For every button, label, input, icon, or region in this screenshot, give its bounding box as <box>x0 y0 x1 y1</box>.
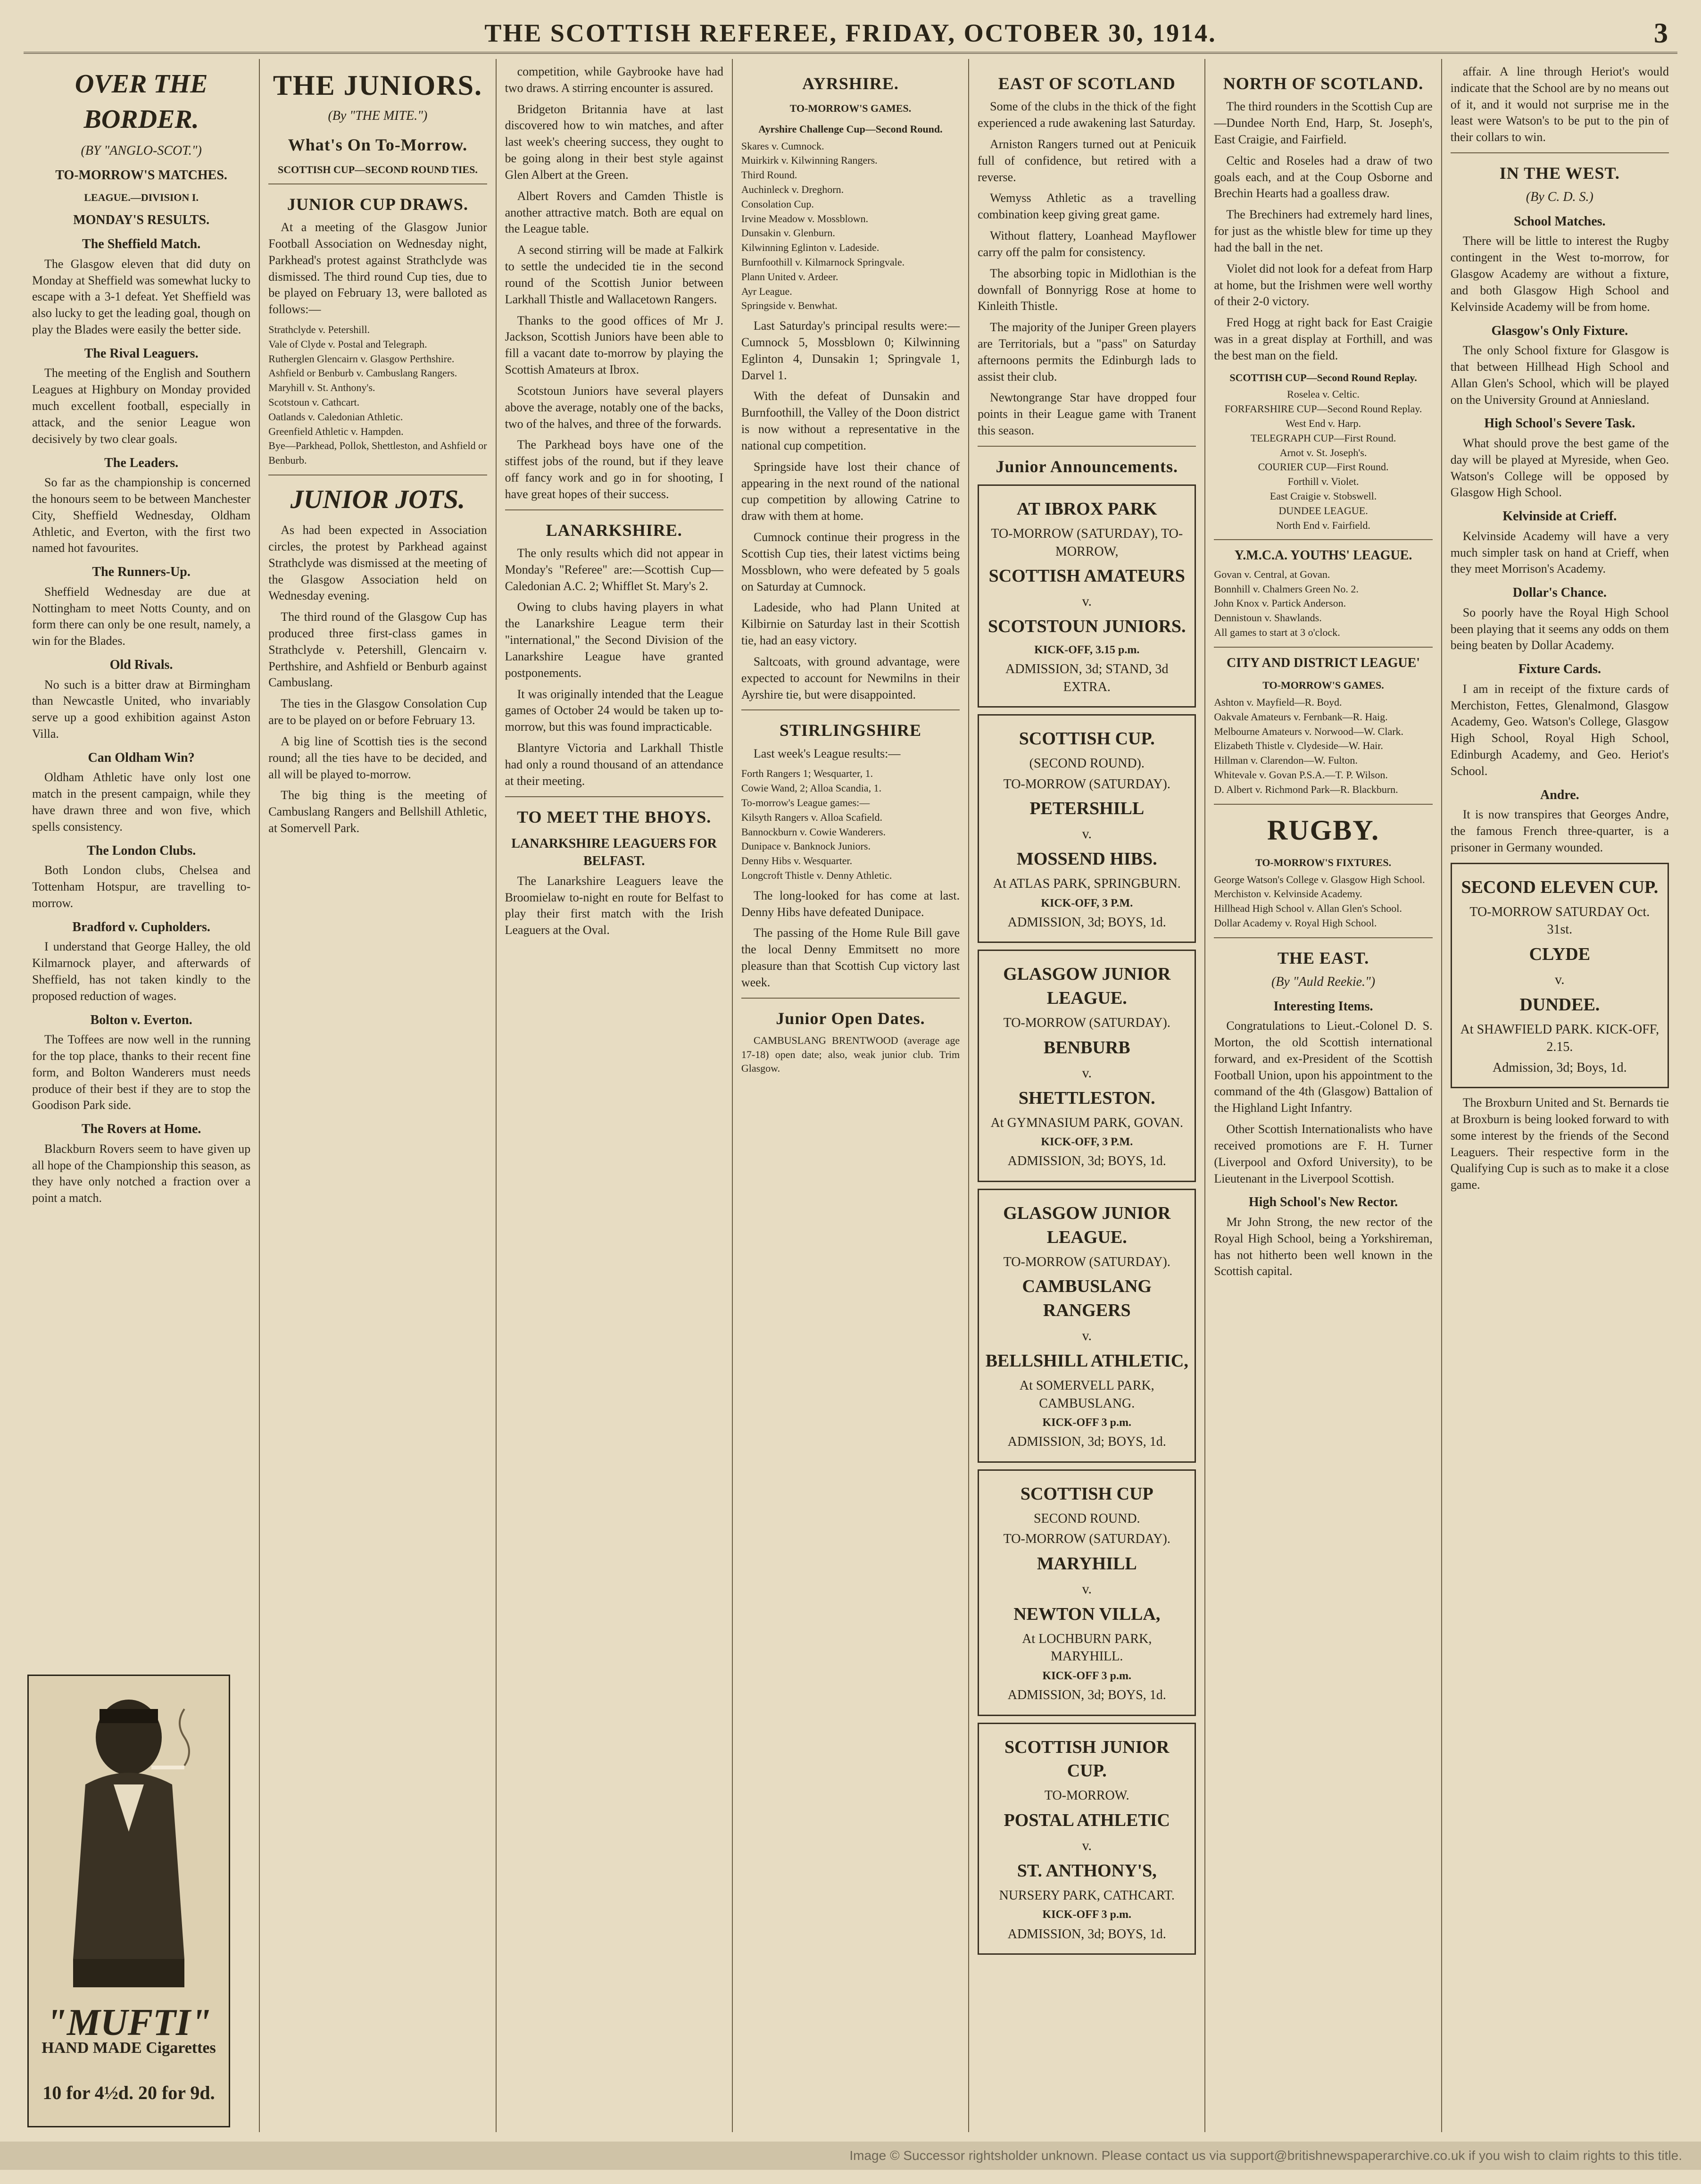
subhead: Old Rivals. <box>109 658 173 673</box>
list-item: To-morrow's League games:— <box>741 797 870 809</box>
heading-junior-announcements: Junior Announcements. <box>996 457 1178 476</box>
team: SCOTTISH AMATEURS <box>988 566 1185 586</box>
paragraph: At a meeting of the Glasgow Junior Football Association on Wednesday night, Parkhead's protest against Strathclyde was dismissed. The third round Cup ties, due to be played on February 13, were balloted as follows:— <box>268 220 487 317</box>
list-item: West End v. Harp. <box>1286 417 1361 429</box>
list-item: Springside v. Benwhat. <box>741 300 838 312</box>
versus: v. <box>1555 971 1565 987</box>
paragraph: The Brechiners had extremely hard lines, for just as the whistle blew for time up they had the ball in the net. <box>1214 208 1433 254</box>
paragraph: competition, while Gaybrooke have had two draws. A stirring encounter is assured. <box>505 65 723 95</box>
subhead: SCOTTISH CUP—Second Round Replay. <box>1229 371 1417 383</box>
versus: v. <box>1082 826 1092 842</box>
date: TO-MORROW (SATURDAY). <box>1003 1532 1170 1547</box>
list-item: Oatlands v. Caledonian Athletic. <box>268 410 403 423</box>
byline: (By "Auld Reekie.") <box>1271 975 1376 990</box>
list-item: Third Round. <box>741 169 797 181</box>
list-item: Ashton v. Mayfield—R. Boyd. <box>1214 696 1342 709</box>
heading-junior-open-dates: Junior Open Dates. <box>776 1009 925 1028</box>
heading-city-district-league: CITY AND DISTRICT LEAGUE' <box>1227 655 1420 670</box>
paragraph: There will be little to interest the Rugby contingent in the West to-morrow, for Glasgow Academy are without a fixture, and both Glasgow High School and Kelvinside Academy will be from home. <box>1450 234 1669 314</box>
venue: AT IBROX PARK <box>1016 499 1157 519</box>
paragraph: Springside have lost their chance of appearing in the next round of the national cup competition by allowing Catrine to draw with them at home. <box>741 459 960 523</box>
smoking-man-illustration-icon <box>29 1676 229 1997</box>
paragraph: Arniston Rangers turned out at Penicuik full of confidence, but retired with a reverse. <box>978 137 1196 184</box>
divider <box>1214 539 1432 540</box>
paragraph: Newtongrange Star have dropped four points in their League game with Tranent this season. <box>978 391 1196 438</box>
list-item: Greenfield Athletic v. Hampden. <box>268 425 404 437</box>
list-item: Elizabeth Thistle v. Clydeside—W. Hair. <box>1214 740 1383 752</box>
divider <box>505 796 723 797</box>
paragraph: The long-looked for has come at last. Denny Hibs have defeated Dunipace. <box>741 888 960 919</box>
list-item: Scotstoun v. Cathcart. <box>268 396 360 408</box>
admission: ADMISSION, 3d; STAND, 3d EXTRA. <box>1005 662 1169 694</box>
admission: Admission, 3d; Boys, 1d. <box>1492 1060 1627 1075</box>
paragraph: Saltcoats, with ground advantage, were expected to account for Newmilns in their Ayrshire tie, but were disappointed. <box>741 654 960 701</box>
divider <box>1214 804 1432 805</box>
list-item: Ashfield or Benburb v. Cambuslang Rangers. <box>268 367 457 379</box>
list-item: Ayr League. <box>741 285 792 297</box>
subhead: Glasgow's Only Fixture. <box>1491 323 1628 338</box>
team: SCOTSTOUN JUNIORS. <box>988 617 1186 637</box>
paragraph: The absorbing topic in Midlothian is the downfall of Bonnyrigg Rose at home to Kinleith Thistle. <box>978 266 1196 313</box>
subhead: Dollar's Chance. <box>1512 585 1607 600</box>
paragraph: Thanks to the good offices of Mr J. Jackson, Scottish Juniors have been able to fill a vacant date to-morrow by playing the Scottish Amateurs at Ibrox. <box>505 313 723 377</box>
fixture-list <box>741 767 960 883</box>
byline: (By "THE MITE.") <box>328 108 428 124</box>
paragraph: Other Scottish Internationalists who have received promotions are F. H. Turner (Liverpool and Oxford University), to be Lieutenant in the Liverpool Scottish. <box>1214 1122 1433 1185</box>
masthead <box>24 14 1677 54</box>
subhead: Kelvinside at Crieff. <box>1502 509 1617 524</box>
kick-off: KICK-OFF 3 p.m. <box>1042 1669 1131 1682</box>
list-item: Bye—Parkhead, Pollok, Shettleston, and Ashfield or Benburb. <box>268 440 487 467</box>
byline: (By C. D. S.) <box>1526 190 1593 205</box>
list-item: Irvine Meadow v. Mossblown. <box>741 212 869 225</box>
subhead: The Rival Leaguers. <box>84 346 199 361</box>
subhead: Ayrshire Challenge Cup—Second Round. <box>758 123 943 135</box>
subhead: Can Oldham Win? <box>88 750 195 765</box>
heading-east-of-scotland: EAST OF SCOTLAND <box>998 74 1176 93</box>
heading-rugby: RUGBY. <box>1267 814 1380 846</box>
list-item: Auchinleck v. Dreghorn. <box>741 183 844 195</box>
subhead: TO-MORROW'S GAMES. <box>789 102 912 115</box>
divider <box>1214 647 1432 648</box>
paragraph: It is now transpires that Georges Andre, the famous French three-quarter, is a prisoner in Germany wounded. <box>1450 808 1669 854</box>
list-item: Bannockburn v. Cowie Wanderers. <box>741 825 886 838</box>
list-item: Skares v. Cumnock. <box>741 140 824 152</box>
versus: v. <box>1082 1328 1092 1344</box>
byline: (BY "ANGLO-SCOT.") <box>81 143 202 158</box>
list-item: Forth Rangers 1; Wesquarter, 1. <box>741 767 873 780</box>
heading-ayrshire: AYRSHIRE. <box>802 74 899 93</box>
team: SHETTLESTON. <box>1018 1088 1155 1108</box>
date: TO-MORROW (SATURDAY). <box>1003 776 1170 792</box>
draws-list <box>268 323 487 468</box>
paragraph: The passing of the Home Rule Bill gave the local Denny Emmitsett no more pleasure than that Scottish Cup victory last week. <box>741 926 960 989</box>
list-item: COURIER CUP—First Round. <box>1258 461 1389 473</box>
subhead: Andre. <box>1540 787 1579 802</box>
heading-stirlingshire: STIRLINGSHIRE <box>779 721 922 740</box>
kick-off: KICK-OFF, 3 P.M. <box>1041 897 1133 909</box>
list-item: Hillman v. Clarendon—W. Fulton. <box>1214 754 1358 767</box>
paragraph: Celtic and Roseles had a draw of two goals each, and at the Coup Osborne and Brechin Hearts had a goalless draw. <box>1214 153 1433 200</box>
list-item: North End v. Fairfield. <box>1276 519 1370 531</box>
announcement-box <box>978 950 1196 1182</box>
advert-price: 10 for 4½d. 20 for 9d. <box>42 2082 215 2103</box>
date: TO-MORROW (SATURDAY). <box>1003 1254 1170 1269</box>
announcement-box <box>1451 863 1669 1088</box>
kick-off: KICK-OFF 3 p.m. <box>1042 1909 1131 1921</box>
date: TO-MORROW (SATURDAY). <box>1003 1016 1170 1031</box>
paragraph: So far as the championship is concerned the honours seem to be between Manchester City, Sheffield Wednesday, Oldham Athletic, and Everton, with the first two named hot favourites. <box>32 475 251 555</box>
admission: ADMISSION, 3d; BOYS, 1d. <box>1007 1154 1166 1169</box>
round: SECOND ROUND. <box>1033 1511 1140 1526</box>
kick-off: KICK-OFF, 3 P.M. <box>1041 1136 1133 1149</box>
subhead: The Runners-Up. <box>92 565 191 580</box>
team: PETERSHILL <box>1029 799 1145 819</box>
subhead: TO-MORROW'S MATCHES. <box>55 167 227 183</box>
announcement-box <box>978 1723 1196 1955</box>
paragraph: What should prove the best game of the day will be played at Myreside, when Geo. Watson's College will be opposed by Glasgow High School. <box>1450 436 1669 500</box>
heading-ymca: Y.M.C.A. YOUTHS' LEAGUE. <box>1234 548 1412 563</box>
paragraph: Cumnock continue their progress in the Scottish Cup ties, their latest victims being Mossblown, who were defeated by 5 goals on Saturday at Cumnock. <box>741 530 960 593</box>
competition: GLASGOW JUNIOR LEAGUE. <box>1003 964 1171 1009</box>
list-item: Oakvale Amateurs v. Fernbank—R. Haig. <box>1214 710 1388 723</box>
heading-in-the-west: IN THE WEST. <box>1499 164 1620 183</box>
kick-off: KICK-OFF 3 p.m. <box>1042 1417 1131 1429</box>
subhead: SCOTTISH CUP—SECOND ROUND TIES. <box>278 164 478 176</box>
team: NEWTON VILLA, <box>1013 1604 1161 1624</box>
venue: At LOCHBURN PARK, MARYHILL. <box>1022 1631 1152 1664</box>
columns <box>24 59 1677 2132</box>
versus: v. <box>1082 1065 1092 1081</box>
advert-brand: "MUFTI" <box>46 2002 212 2043</box>
paragraph: Oldham Athletic have only lost one match in the present campaign, while they have drawn three and won five, which spells consistency. <box>32 770 251 834</box>
fixture-list <box>1214 695 1432 797</box>
heading-the-east: THE EAST. <box>1277 948 1369 967</box>
divider <box>741 998 960 999</box>
paragraph: The third rounders in the Scottish Cup are—Dundee North End, Harp, St. Joseph's, East Craigie, and Fairfield. <box>1214 100 1433 146</box>
list-item: Melbourne Amateurs v. Norwood—W. Clark. <box>1214 725 1404 737</box>
subhead: MONDAY'S RESULTS. <box>73 212 210 227</box>
date: TO-MORROW SATURDAY Oct. 31st. <box>1469 904 1650 937</box>
paragraph: Violet did not look for a defeat from Harp at home, but the Irishmen were well worthy of their 2-0 victory. <box>1214 261 1433 308</box>
subhead: Bolton v. Everton. <box>90 1012 192 1027</box>
column-4 <box>733 59 969 2132</box>
venue: At GYMNASIUM PARK, GOVAN. <box>990 1115 1183 1130</box>
paragraph: Owing to clubs having players in what the Lanarkshire League term their "international," the Second Division of the Lanarkshire League have granted postponements. <box>505 600 723 680</box>
kick-off: KICK-OFF, 3.15 p.m. <box>1034 644 1140 657</box>
list-item: Consolation Cup. <box>741 198 814 210</box>
venue: NURSERY PARK, CATHCART. <box>999 1888 1175 1903</box>
team: MOSSEND HIBS. <box>1016 849 1157 869</box>
subhead: The Leaders. <box>104 455 179 470</box>
versus: v. <box>1082 1837 1092 1853</box>
list-item: George Watson's College v. Glasgow High School. <box>1214 873 1425 885</box>
paragraph: Blantyre Victoria and Larkhall Thistle had only a round thousand of an attendance at their meeting. <box>505 741 723 788</box>
admission: ADMISSION, 3d; BOYS, 1d. <box>1007 915 1166 930</box>
competition: SCOTTISH CUP. <box>1019 729 1155 749</box>
list-item: Muirkirk v. Kilwinning Rangers. <box>741 154 878 167</box>
competition: SCOTTISH CUP <box>1020 1484 1153 1504</box>
list-item: Whitevale v. Govan P.S.A.—T. P. Wilson. <box>1214 769 1388 781</box>
list-item: Dollar Academy v. Royal High School. <box>1214 917 1377 929</box>
team: BELLSHILL ATHLETIC, <box>985 1351 1188 1371</box>
competition: SECOND ELEVEN CUP. <box>1461 877 1659 897</box>
paragraph: Both London clubs, Chelsea and Tottenham Hotspur, are travelling to-morrow. <box>32 863 251 910</box>
paragraph: Last Saturday's principal results were:—Cumnock 5, Mossblown 0; Kilwinning Eglinton 4, Dunsakin 1; Springvale 1, Darvel 1. <box>741 319 960 382</box>
announcement-box <box>978 1469 1196 1716</box>
paragraph: The Parkhead boys have one of the stiffest jobs of the round, but if they leave off fancy work and go in for shooting, I have great hopes of their success. <box>505 438 723 501</box>
team: MARYHILL <box>1037 1553 1137 1574</box>
subhead: What's On To-Morrow. <box>288 135 468 154</box>
venue: At SHAWFIELD PARK. KICK-OFF, 2.15. <box>1460 1022 1660 1055</box>
subhead: Interesting Items. <box>1273 999 1373 1014</box>
subhead: LEAGUE.—DIVISION I. <box>84 192 199 204</box>
paragraph: Blackburn Rovers seem to have given up all hope of the Championship this season, as they have only notched a fraction over a point a match. <box>32 1142 251 1205</box>
subhead: School Matches. <box>1514 214 1606 229</box>
paragraph: The third round of the Glasgow Cup has produced three first-class games in Strathclyde v. Petershill, Glencairn v. Perthshire, and Ashfield or Benburb against Cambuslang. <box>268 610 487 690</box>
heading-over-the-border: OVER THE BORDER. <box>75 69 208 134</box>
list-item: John Knox v. Partick Anderson. <box>1214 597 1346 609</box>
list-item: Merchiston v. Kelvinside Academy. <box>1214 888 1362 900</box>
paragraph: The Broxburn United and St. Bernards tie at Broxburn is being looked forward to with some interest by the friends of the Second Leaguers. Their respective form in the Qualifying Cup is such as to make it a close game. <box>1450 1096 1669 1192</box>
divider <box>1214 937 1432 938</box>
paragraph: A big line of Scottish ties is the second round; all the ties have to be decided, and all will be played to-morrow. <box>268 734 487 781</box>
list-item: Govan v. Central, at Govan. <box>1214 568 1330 580</box>
list-item: All games to start at 3 o'clock. <box>1214 626 1340 639</box>
list-item: Denny Hibs v. Wesquarter. <box>741 855 853 867</box>
fixture-list <box>741 139 960 314</box>
list-item: East Craigie v. Stobswell. <box>1270 490 1377 502</box>
list-item: Burnfoothill v. Kilmarnock Springvale. <box>741 256 905 268</box>
list-item: FORFARSHIRE CUP—Second Round Replay. <box>1224 403 1422 415</box>
paragraph: Mr John Strong, the new rector of the Royal High School, being a Yorkshireman, has not hitherto been well known in the Scottish capital. <box>1214 1215 1433 1278</box>
paragraph: A second stirring will be made at Falkirk to settle the undecided tie in the second round of the Scottish Junior between Larkhall Thistle and Wallacetown Rangers. <box>505 243 723 306</box>
versus: v. <box>1082 1581 1092 1597</box>
subhead: High School's New Rector. <box>1248 1195 1398 1210</box>
paragraph: I am in receipt of the fixture cards of Merchiston, Fettes, Glenalmond, Glasgow Academy, Geo. Watson's College, Glasgow High School, Royal High School, Edinburgh Academy, and Geo. Heriot's School. <box>1450 682 1669 778</box>
list-item: Maryhill v. St. Anthony's. <box>268 382 375 394</box>
paragraph: As had been expected in Association circles, the protest by Parkhead against Strathclyde was dismissed at the meeting of the Glasgow Association held on Wednesday evening. <box>268 523 487 603</box>
subhead: TO-MORROW'S FIXTURES. <box>1255 856 1392 868</box>
list-item: Strathclyde v. Petershill. <box>268 324 370 336</box>
subhead: The London Clubs. <box>87 843 196 858</box>
list-item: D. Albert v. Richmond Park—R. Blackburn. <box>1214 783 1398 795</box>
fixture-list <box>1214 387 1432 533</box>
list-item: DUNDEE LEAGUE. <box>1278 504 1368 517</box>
subhead: The Rovers at Home. <box>81 1122 201 1137</box>
heading-lanarkshire: LANARKSHIRE. <box>546 520 682 540</box>
heading-junior-cup-draws: JUNIOR CUP DRAWS. <box>287 194 468 214</box>
paragraph: Sheffield Wednesday are due at Nottingham to meet Notts County, and on form there can only be one result, namely, a win for the Blades. <box>32 584 251 648</box>
date: TO-MORROW (SATURDAY), TO-MORROW, <box>991 526 1183 559</box>
paragraph: CAMBUSLANG BRENTWOOD (average age 17-18) open date; also, weak junior club. Trim Glasgow. <box>741 1034 960 1075</box>
paragraph: The big thing is the meeting of Cambuslang Rangers and Bellshill Athletic, at Somervell Park. <box>268 788 487 835</box>
admission: ADMISSION, 3d; BOYS, 1d. <box>1007 1434 1166 1450</box>
announcement-box <box>978 1189 1196 1463</box>
paragraph: Last week's League results:— <box>753 746 901 760</box>
column-2 <box>260 59 496 2132</box>
paragraph: Wemyss Athletic as a travelling combination keep giving great game. <box>978 191 1196 222</box>
list-item: Bonnhill v. Chalmers Green No. 2. <box>1214 583 1359 595</box>
competition: SCOTTISH JUNIOR CUP. <box>1004 1737 1170 1781</box>
list-item: Vale of Clyde v. Postal and Telegraph. <box>268 338 427 350</box>
admission: ADMISSION, 3d; BOYS, 1d. <box>1007 1688 1166 1703</box>
divider <box>978 446 1196 447</box>
fixture-list <box>1214 873 1432 931</box>
paragraph: The Toffees are now well in the running for the top place, thanks to their recent fine form, and Bolton Wanderers must needs produce of their best if they are to stop the Goodison Park side. <box>32 1033 251 1112</box>
divider <box>268 183 487 184</box>
team: DUNDEE. <box>1519 994 1600 1015</box>
paragraph: The only results which did not appear in Monday's "Referee" are:—Scottish Cup—Caledonian A.C. 2; Whifflet St. Mary's 2. <box>505 546 723 593</box>
list-item: Cowie Wand, 2; Alloa Scandia, 1. <box>741 782 882 794</box>
paragraph: I understand that George Halley, the old Kilmarnock player, and afterwards of Sheffield, has not taken kindly to the proposed reduction of wages. <box>32 940 251 1003</box>
paragraph: Bridgeton Britannia have at last discovered how to win matches, and after last week's cheering success, they ought to be going along in their best style against Glen Albert at the Green. <box>505 102 723 182</box>
heading-the-juniors: THE JUNIORS. <box>273 70 482 101</box>
list-item: Kilsyth Rangers v. Alloa Scafield. <box>741 811 883 823</box>
fixture-list <box>1214 567 1432 640</box>
date: TO-MORROW. <box>1044 1788 1129 1803</box>
team: POSTAL ATHLETIC <box>1004 1810 1170 1830</box>
team: CLYDE <box>1529 944 1591 964</box>
list-item: Plann United v. Ardeer. <box>741 270 838 283</box>
divider <box>741 709 960 710</box>
venue: At SOMERVELL PARK, CAMBUSLANG. <box>1019 1378 1154 1411</box>
team: CAMBUSLANG RANGERS <box>1022 1276 1152 1321</box>
divider <box>505 509 723 510</box>
versus: v. <box>1082 593 1092 609</box>
paragraph: The ties in the Glasgow Consolation Cup are to be played on or before February 13. <box>268 697 487 727</box>
column-5 <box>969 59 1205 2132</box>
paragraph: Albert Rovers and Camden Thistle is another attractive match. Both are equal on the League table. <box>505 189 723 236</box>
subhead: LANARKSHIRE LEAGUERS FOR BELFAST. <box>511 836 717 869</box>
paragraph: The Lanarkshire Leaguers leave the Broomielaw to-night en route for Belfast to play their first match with the Irish Leaguers at the Oval. <box>505 874 723 937</box>
list-item: Hillhead High School v. Allan Glen's School. <box>1214 902 1402 915</box>
list-item: Forthill v. Violet. <box>1287 475 1359 488</box>
paragraph: Without flattery, Loanhead Mayflower carry off the palm for consistency. <box>978 229 1196 259</box>
subhead: The Sheffield Match. <box>82 237 201 252</box>
team: ST. ANTHONY'S, <box>1017 1860 1157 1881</box>
advert-tagline: HAND MADE Cigarettes <box>41 2039 216 2057</box>
paragraph: Ladeside, who had Plann United at Kilbirnie on Saturday last in their Scottish tie, had an easy victory. <box>741 600 960 648</box>
announcement-box <box>978 484 1196 708</box>
masthead-title: THE SCOTTISH REFEREE, FRIDAY, OCTOBER 30, 1914. <box>484 19 1217 47</box>
list-item: Kilwinning Eglinton v. Ladeside. <box>741 242 880 254</box>
column-3 <box>497 59 733 2132</box>
paragraph: Scotstoun Juniors have several players above the average, notably one of the backs, two of the halves, and three of the forwards. <box>505 383 723 431</box>
list-item: Longcroft Thistle v. Denny Athletic. <box>741 869 892 882</box>
announcement-box <box>978 714 1196 943</box>
list-item: Roselea v. Celtic. <box>1287 388 1360 400</box>
heading-junior-jots: JUNIOR JOTS. <box>290 485 465 514</box>
paragraph: So poorly have the Royal High School been playing that it seems any odds on them being beaten by Dollar Academy. <box>1450 605 1669 652</box>
list-item: TELEGRAPH CUP—First Round. <box>1250 432 1396 444</box>
page-number: 3 <box>1654 17 1668 49</box>
subhead: Fixture Cards. <box>1518 662 1601 677</box>
mufti-cigarettes-advert <box>27 1675 230 2127</box>
heading-north-of-scotland: NORTH OF SCOTLAND. <box>1223 74 1424 93</box>
paragraph: It was originally intended that the League games of October 24 would be taken up to-morrow, but this was found impracticable. <box>505 687 723 734</box>
column-7 <box>1442 59 1677 2132</box>
divider <box>1451 152 1669 153</box>
list-item: Dennistoun v. Shawlands. <box>1214 612 1322 624</box>
paragraph: No such is a bitter draw at Birmingham than Newcastle United, who invariably serve up a good exhibition against Aston Villa. <box>32 677 251 741</box>
paragraph: The Glasgow eleven that did duty on Monday at Sheffield was somewhat lucky to escape with a 3-1 defeat. Yet Sheffield was also lucky to get the leading goal, though on play the Blades were easily the better side. <box>32 257 251 337</box>
paragraph: The meeting of the English and Southern Leagues at Highbury on Monday provided much excellent football, especially in attack, and the senior League won decisively by two clear goals. <box>32 366 251 446</box>
subhead: Bradford v. Cupholders. <box>72 919 210 934</box>
copyright-footer: Image © Successor rightsholder unknown. Please contact us via support@britishnewspaperarchive.co.uk if you wish to claim rights to this title. <box>0 2142 1701 2170</box>
admission: ADMISSION, 3d; BOYS, 1d. <box>1007 1926 1166 1942</box>
list-item: Dunipace v. Banknock Juniors. <box>741 840 871 852</box>
subhead: High School's Severe Task. <box>1484 416 1635 431</box>
heading-to-meet-the-bhoys: TO MEET THE BHOYS. <box>517 807 712 826</box>
subhead: TO-MORROW'S GAMES. <box>1262 679 1384 692</box>
paragraph: The majority of the Juniper Green players are Territorials, but a "pass" on Saturday afternoons permits the Edinburgh lads to assist their club. <box>978 320 1196 383</box>
paragraph: Some of the clubs in the thick of the fight experienced a rude awakening last Saturday. <box>978 100 1196 130</box>
venue: At ATLAS PARK, SPRINGBURN. <box>993 876 1181 892</box>
list-item: Rutherglen Glencairn v. Glasgow Perthshire. <box>268 352 455 365</box>
paragraph: Congratulations to Lieut.-Colonel D. S. Morton, the old Scottish international forward, and ex-President of the Scottish Football Union, upon his appointment to the command of the 4th (Glasgow) Battalion of the Highland Light Infantry. <box>1214 1019 1433 1115</box>
paragraph: The only School fixture for Glasgow is that between Hillhead High School and Allan Glen's School, which will be played on the University Ground at Anniesland. <box>1450 343 1669 407</box>
competition: GLASGOW JUNIOR LEAGUE. <box>1003 1203 1171 1247</box>
list-item: Dunsakin v. Glenburn. <box>741 227 835 239</box>
paragraph: Kelvinside Academy will have a very much simpler task on hand at Crieff, when they meet Morrison's Academy. <box>1450 529 1669 576</box>
column-6 <box>1205 59 1442 2132</box>
list-item: Arnot v. St. Joseph's. <box>1279 446 1367 458</box>
paragraph: Fred Hogg at right back for East Craigie was in a great display at Forthill, and was the best man on the field. <box>1214 316 1433 362</box>
paragraph: With the defeat of Dunsakin and Burnfoothill, the Valley of the Doon district is now without a representative in the national cup competition. <box>741 389 960 452</box>
paragraph: affair. A line through Heriot's would indicate that the School are by no means out of it, and it would not surprise me in the least were Watson's to be put to the pin of their collars to win. <box>1450 65 1669 144</box>
round: (SECOND ROUND). <box>1029 756 1145 771</box>
team: BENBURB <box>1043 1037 1130 1058</box>
